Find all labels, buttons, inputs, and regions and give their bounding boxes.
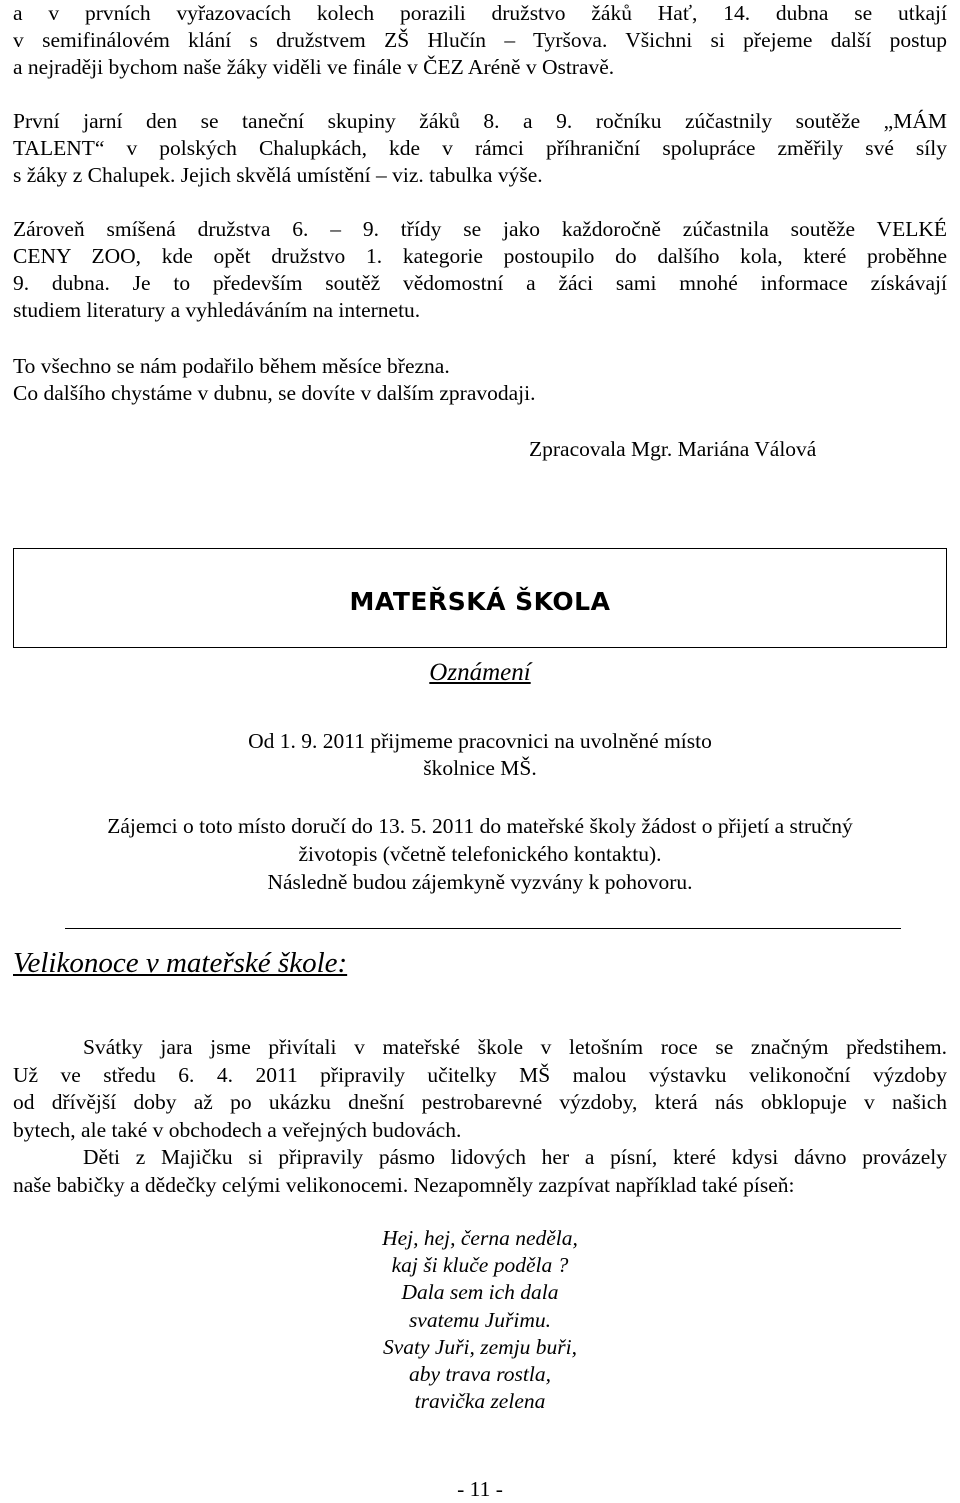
application-line: životopis (včetně telefonického kontaktu). [298, 842, 662, 866]
text-line: Už ve středu 6. 4. 2011 připravily učitelky MŠ malou výstavku velikonoční výzdoby [13, 1062, 947, 1087]
song-line: svatemu Juřimu. [408, 1307, 552, 1332]
easter-body [13, 1034, 947, 1199]
song-line: kaj ši kluče poděla ? [391, 1253, 569, 1278]
paragraph-summary [13, 353, 947, 407]
text-line: s žáky z Chalupek. Jejich skvělá umístění – viz. tabulka výše. [13, 163, 543, 187]
paragraph-competition [13, 0, 947, 81]
paragraph-zoo-competition [13, 216, 947, 324]
text-line: TALENT“ v polských Chalupkách, kde v rámci příhraniční spolupráce změřily své síly [13, 136, 947, 160]
page-number: - 11 - [457, 1477, 503, 1501]
text-line: studiem literatury a vyhledáváním na internetu. [13, 298, 421, 322]
song-line: Svaty Juři, zemju buři, [382, 1334, 578, 1359]
song-lyrics [13, 1225, 947, 1415]
song-line: Hej, hej, černa neděla, [382, 1226, 578, 1250]
easter-heading: Velikonoce v mateřské škole: [13, 947, 348, 979]
application-line: Zájemci o toto místo doručí do 13. 5. 2011 do mateřské školy žádost o přijetí a stručný [107, 814, 853, 838]
text-line: v semifinálovém klání s družstvem ZŠ Hlučín – Tyršova. Všichni si přejeme další postup [13, 28, 947, 52]
text-line: bytech, ale také v obchodech a veřejných budovách. [13, 1117, 462, 1142]
job-announcement [13, 728, 947, 782]
announcement-heading: Oznámení [429, 659, 531, 686]
text-line: 9. dubna. Je to především soutěž vědomostní a žáci sami mnohé informace získávají [13, 271, 947, 295]
text-line: naše babičky a dědečky celými velikonocemi. Nezapomněly zazpívat například také píseň: [13, 1172, 795, 1197]
text-line: To všechno se nám podařilo během měsíce března. [13, 354, 450, 378]
text-line: Zároveň smíšená družstva 6. – 9. třídy se jako každoročně zúčastnila soutěže VELKÉ [13, 217, 947, 241]
signature: Zpracovala Mgr. Mariána Válová [529, 437, 817, 461]
text-line: od dřívější doby až po ukázku dnešní pestrobarevné výzdoby, která nás obklopuje v našich [13, 1090, 947, 1114]
text-line: První jarní den se taneční skupiny žáků 8. a 9. ročníku zúčastnily soutěže „MÁM [13, 109, 947, 133]
text-line: a v prvních vyřazovacích kolech porazili družstvo žáků Hať, 14. dubna se utkají [13, 1, 947, 25]
job-position: školnice MŠ. [423, 756, 537, 780]
job-line: Od 1. 9. 2011 přijmeme pracovnici na uvolněné místo [248, 729, 712, 753]
song-line: travička zelena [414, 1389, 546, 1414]
paragraph-dance-talent [13, 108, 947, 189]
horizontal-divider [65, 928, 901, 929]
text-line: a nejraději bychom naše žáky viděli ve finále v ČEZ Aréně v Ostravě. [13, 55, 615, 79]
text-line: Svátky jara jsme přivítali v mateřské škole v letošním roce se značným předstihem. [83, 1035, 947, 1059]
song-line: Dala sem ich dala [401, 1280, 559, 1305]
text-line: Děti z Majičku si připravily pásmo lidových her a písní, které kdysi dávno provázely [83, 1145, 947, 1169]
application-info [13, 812, 947, 896]
section-title: MATEŘSKÁ ŠKOLA [349, 587, 611, 616]
text-line: CENY ZOO, kde opět družstvo 1. kategorie postoupilo do dalšího kola, které proběhne [13, 244, 947, 268]
application-line: Následně budou zájemkyně vyzvány k pohovoru. [267, 870, 693, 894]
text-line: Co dalšího chystáme v dubnu, se dovíte v dalším zpravodaji. [13, 381, 536, 405]
song-line: aby trava rostla, [409, 1362, 551, 1387]
